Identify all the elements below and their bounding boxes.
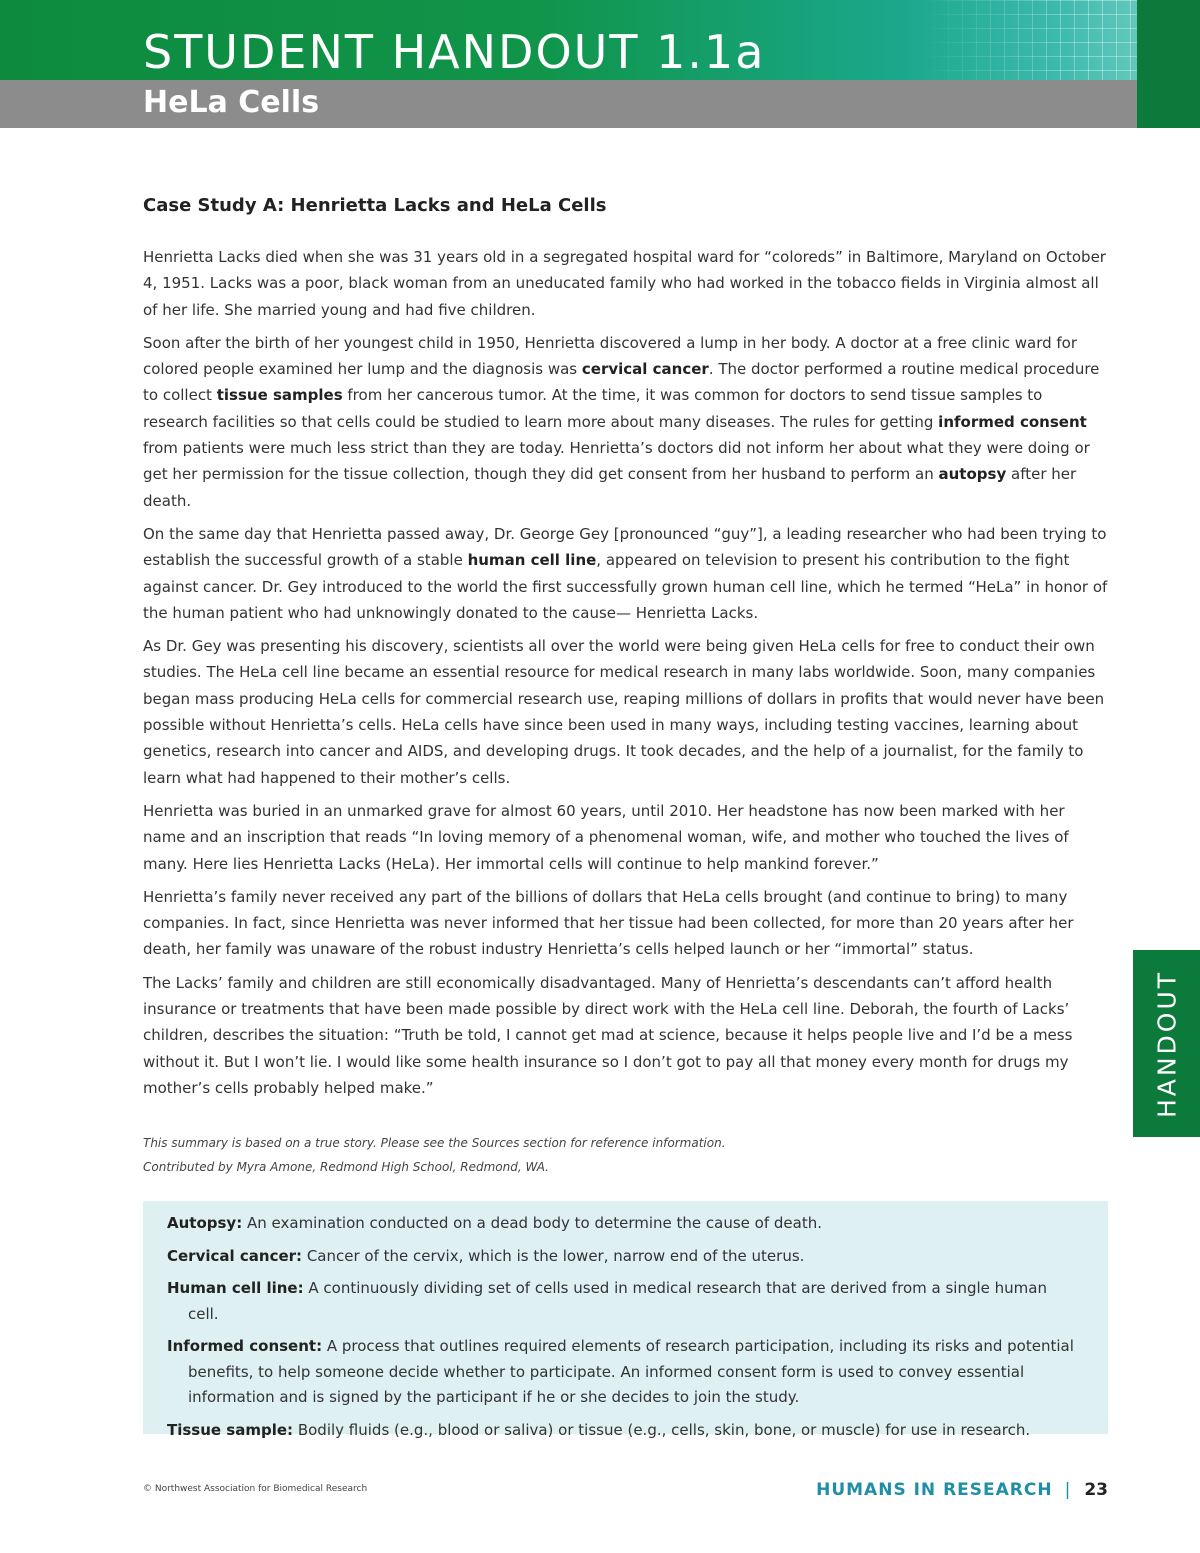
glossary-entry (167, 1334, 1078, 1411)
story-paragraph (143, 330, 1108, 514)
footer-separator: | (1064, 1480, 1071, 1500)
story-text: Henrietta’s family never received any part of the billions of dollars that HeLa cells brought (and continue to bring) to many companies. In fact, since Henrietta was never informed that her tissue had been collected, for more than 20 years after her death, her family was unaware of the robust industry Henrietta’s cells helped launch or her “immortal” status. (143, 887, 1074, 959)
story-paragraph (143, 521, 1108, 626)
case-study-title: Case Study A: Henrietta Lacks and HeLa Cells (143, 195, 607, 216)
glossary-entry (167, 1418, 1078, 1444)
story-paragraph (143, 884, 1108, 963)
story-paragraph (143, 244, 1108, 323)
page-title: STUDENT HANDOUT 1.1a (143, 25, 766, 79)
story-text: As Dr. Gey was presenting his discovery, scientists all over the world were being given HeLa cells for free to conduct their own studies. The HeLa cell line became an essential resource for medical research in many labs worldwide. Soon, many companies began mass producing HeLa cells for commercial research use, reaping millions of dollars in profits that would never have been possible without Henrietta’s cells. HeLa cells have since been used in many ways, including testing vaccines, learning about genetics, research into cancer and AIDS, and developing drugs. It took decades, and the help of a journalist, for the family to learn what had happened to their mother’s cells. (143, 637, 1105, 787)
glossary-entry (167, 1211, 1078, 1237)
story-text: Henrietta Lacks died when she was 31 years old in a segregated hospital ward for “coloreds” in Baltimore, Maryland on October 4, 1951. Lacks was a poor, black woman from an uneducated family who had worked in the tobacco fields in Virginia almost all of her life. She married young and had five children. (143, 248, 1106, 319)
glossary-term-highlight: cervical cancer (581, 360, 709, 379)
story-paragraph (143, 798, 1108, 877)
case-study-notes (143, 1131, 1108, 1179)
footer-series-block (816, 1478, 1108, 1502)
glossary-term: Tissue sample: (167, 1420, 294, 1439)
glossary-term: Autopsy: (167, 1214, 243, 1232)
story-text: The Lacks’ family and children are still economically disadvantaged. Many of Henrietta’s descendants can’t afford health insurance or treatments that have been made possible by direct work with the HeLa cell line. Deborah, the fourth of Lacks’ children, describes the situation: “Truth be told, I cannot get mad at science, because it helps people live and I’d be a mess without it. But I won’t lie. I would like some health insurance so I don’t got to pay all that money every month for drugs my mother’s cells probably helped make.” (143, 973, 1073, 1097)
story-text: from patients were much less strict than they are today. Henrietta’s doctors did not inform her about what they were doing or get her permission for the tissue collection, though they did get consent from her husband to perform an (143, 439, 1090, 484)
glossary-term: Cervical cancer: (167, 1246, 303, 1265)
glossary-term-highlight: autopsy (938, 465, 1007, 484)
story-text: from her cancerous tumor. At the time, it was common for doctors to send tissue samples to research facilities so that cells could be studied to learn more about many diseases. The rules for getting (143, 386, 1043, 431)
source-note: This summary is based on a true story. Please see the Sources section for reference information. (143, 1136, 726, 1150)
glossary-term: Informed consent: (167, 1337, 323, 1355)
story-text: . The doctor performed a routine medical procedure to collect (143, 360, 1100, 405)
glossary-definition: An examination conducted on a dead body to determine the cause of death. (247, 1214, 823, 1232)
glossary-term-highlight: tissue samples (216, 386, 343, 405)
page-subtitle: HeLa Cells (143, 85, 320, 120)
story-text: Soon after the birth of her youngest child in 1950, Henrietta discovered a lump in her body. A doctor at a free clinic ward for colored people examined her lump and the diagnosis was (143, 333, 1078, 379)
story-text: after her death. (143, 465, 1077, 510)
story-text: , appeared on television to present his contribution to the fight against cancer. Dr. Gey introduced to the world the first successfully grown human cell line, which he termed “HeLa” in honor of the human patient who had unknowingly donated to the cause— Henrietta Lacks. (143, 551, 1108, 622)
contributor-note: Contributed by Myra Amone, Redmond High School, Redmond, WA. (143, 1160, 549, 1174)
story-paragraph (143, 970, 1108, 1101)
story-text: Henrietta was buried in an unmarked grave for almost 60 years, until 2010. Her headstone has now been marked with her name and an inscription that reads “In loving memory of a phenomenal woman, wife, and mother who touched the lives of many. Here lies Henrietta Lacks (HeLa). Her immortal cells will continue to help mankind forever.” (143, 801, 1069, 873)
handout-side-tab-label: HANDOUT (1152, 969, 1181, 1118)
case-study-body (143, 244, 1108, 1108)
page-number: 23 (1084, 1480, 1108, 1500)
story-paragraph (143, 633, 1108, 791)
glossary-definition: A process that outlines required elements of research participation, including its risks and potential benefits, to help someone decide whether to participate. An informed consent form is used to convey essential information and is signed by the participant if he or she decides to join the study. (188, 1337, 1074, 1406)
copyright-notice: © Northwest Association for Biomedical Research (143, 1484, 368, 1494)
header-corner-tab (1137, 0, 1200, 128)
glossary-box (143, 1201, 1108, 1439)
story-text: On the same day that Henrietta passed away, Dr. George Gey [pronounced “guy”], a leading researcher who had been trying to establish the successful growth of a stable (143, 524, 1107, 570)
glossary-entry (167, 1276, 1078, 1327)
glossary-term-highlight: human cell line (467, 551, 597, 570)
glossary-term-highlight: informed consent (938, 412, 1087, 431)
glossary-definition: Cancer of the cervix, which is the lower, narrow end of the uterus. (306, 1246, 805, 1265)
glossary-definition: A continuously dividing set of cells used in medical research that are derived from a single human cell. (188, 1279, 1047, 1323)
glossary-definition: Bodily fluids (e.g., blood or saliva) or tissue (e.g., cells, skin, bone, or muscle) for use in research. (297, 1420, 1031, 1439)
series-name: HUMANS IN RESEARCH (816, 1480, 1053, 1500)
glossary-term: Human cell line: (167, 1279, 304, 1297)
glossary-entry (167, 1244, 1078, 1270)
handout-side-tab (1133, 950, 1200, 1137)
